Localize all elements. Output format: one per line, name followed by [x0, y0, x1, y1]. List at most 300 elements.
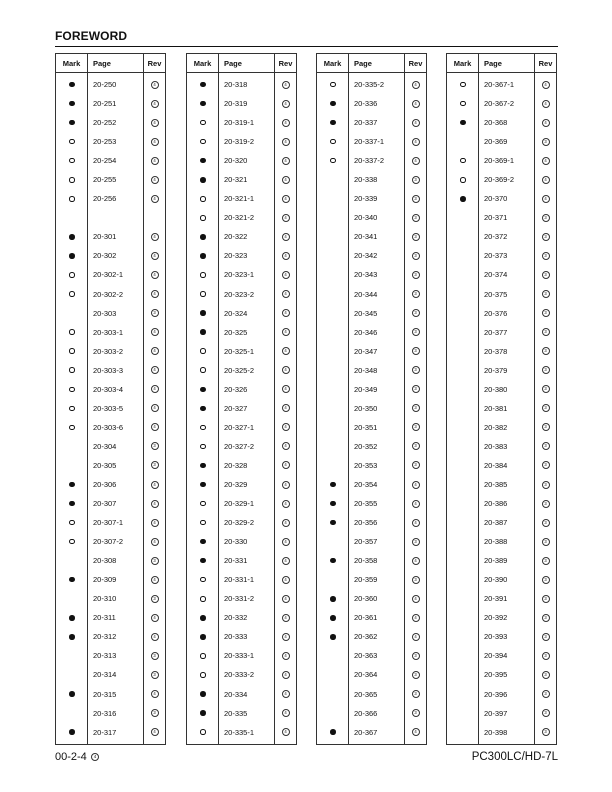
table-row: [317, 94, 426, 113]
page-cell: 20-256: [93, 194, 117, 204]
revision-number: 4: [151, 347, 159, 355]
mark-cell: [447, 177, 479, 183]
rev-cell: [535, 481, 556, 489]
rev-cell: [144, 81, 165, 89]
revision-number: 4: [151, 614, 159, 622]
rev-cell: [144, 252, 165, 260]
rev-cell: [405, 595, 426, 603]
filled-circle-icon: [69, 729, 75, 735]
page-cell: 20-381: [484, 403, 508, 413]
mark-cell: [187, 120, 219, 126]
page-cell: 20-310: [93, 594, 117, 604]
header-page: Page: [349, 54, 405, 72]
mark-cell: [56, 139, 88, 145]
rev-cell: [535, 595, 556, 603]
page-cell: 20-336: [354, 99, 378, 109]
page-cell: 20-317: [93, 727, 117, 737]
revision-number: 4: [151, 138, 159, 146]
revision-number: 3: [542, 481, 550, 489]
revision-number: 3: [412, 195, 420, 203]
rev-cell: [144, 271, 165, 279]
revision-number: 4: [282, 290, 290, 298]
table-row: [317, 361, 426, 380]
filled-circle-icon: [330, 558, 336, 564]
rev-cell: [535, 100, 556, 108]
page-cell: 20-325-2: [224, 365, 255, 375]
rev-cell: [144, 709, 165, 717]
table-row: [447, 304, 556, 323]
rev-cell: [535, 176, 556, 184]
page-cell: 20-376: [484, 308, 508, 318]
rev-cell: [144, 366, 165, 374]
filled-circle-icon: [69, 691, 75, 697]
table-row: [187, 246, 296, 265]
rev-cell: [275, 214, 296, 222]
table-row: [317, 494, 426, 513]
page-cell: 20-307-2: [93, 537, 124, 547]
page-cell: 20-335-1: [224, 727, 255, 737]
page-cell: 20-393: [484, 632, 508, 642]
table-row: [317, 532, 426, 551]
table-row: [56, 132, 165, 151]
table-row: [56, 170, 165, 189]
page-cell: 20-341: [354, 232, 378, 242]
rev-cell: [405, 176, 426, 184]
revision-number: 3: [542, 309, 550, 317]
page-cell: 20-337-2: [354, 156, 385, 166]
page-cell: 20-383: [484, 441, 508, 451]
table-row: [56, 551, 165, 570]
rev-cell: [535, 614, 556, 622]
revision-number: 4: [282, 671, 290, 679]
table-row: [447, 437, 556, 456]
rev-cell: [144, 690, 165, 698]
revision-number: 3: [542, 442, 550, 450]
table-row: [317, 304, 426, 323]
rev-cell: [275, 404, 296, 412]
revision-number: 4: [412, 157, 420, 165]
page-cell: 20-356: [354, 518, 378, 528]
mark-cell: [56, 177, 88, 183]
table-row: [317, 265, 426, 284]
rev-cell: [275, 709, 296, 717]
revision-number: 3: [542, 690, 550, 698]
revision-number: 3: [151, 461, 159, 469]
table-row: [317, 513, 426, 532]
rev-cell: [275, 233, 296, 241]
page-cell: 20-390: [484, 575, 508, 585]
page-cell: 20-321: [224, 175, 248, 185]
mark-cell: [187, 310, 219, 316]
revision-number: 3: [412, 271, 420, 279]
open-circle-icon: [200, 596, 206, 602]
revision-number: 4: [282, 614, 290, 622]
footer-model: PC300LC/HD-7L: [471, 751, 558, 763]
rev-cell: [535, 252, 556, 260]
table-row: [317, 399, 426, 418]
page-cell: 20-302-1: [93, 270, 124, 280]
revision-number: 4: [412, 557, 420, 565]
page-cell: 20-305: [93, 460, 117, 470]
rev-cell: [535, 557, 556, 565]
filled-circle-icon: [69, 501, 75, 507]
rev-cell: [275, 271, 296, 279]
rev-cell: [405, 290, 426, 298]
mark-cell: [56, 615, 88, 621]
rev-cell: [405, 252, 426, 260]
revision-number: 3: [412, 709, 420, 717]
table-row: [56, 608, 165, 627]
revision-number: 3: [542, 271, 550, 279]
table-row: [447, 323, 556, 342]
revision-number: 3: [542, 557, 550, 565]
header-mark: Mark: [56, 54, 88, 72]
revision-number: 4: [282, 690, 290, 698]
page-cell: 20-366: [354, 708, 378, 718]
page-cell: 20-304: [93, 441, 117, 451]
rev-cell: [405, 271, 426, 279]
table-row: [187, 589, 296, 608]
revision-number: 4: [282, 652, 290, 660]
table-row: [317, 132, 426, 151]
page-number: 00-2-4: [55, 751, 87, 763]
rev-cell: [535, 138, 556, 146]
table-row: [187, 361, 296, 380]
page-cell: 20-254: [93, 156, 117, 166]
table-row: [447, 685, 556, 704]
open-circle-icon: [460, 101, 466, 107]
revision-number: 4: [151, 481, 159, 489]
open-circle-icon: [200, 672, 206, 678]
revision-number: 4: [151, 271, 159, 279]
table-row: [187, 704, 296, 723]
revision-number: 3: [151, 557, 159, 565]
open-circle-icon: [200, 520, 206, 526]
revision-number: 4: [282, 557, 290, 565]
revision-number: 3: [412, 214, 420, 222]
page-cell: 20-359: [354, 575, 378, 585]
mark-cell: [56, 101, 88, 107]
page-cell: 20-307-1: [93, 518, 124, 528]
page-cell: 20-379: [484, 365, 508, 375]
table-row: [447, 723, 556, 742]
mark-cell: [317, 482, 349, 488]
page-cell: 20-334: [224, 689, 248, 699]
open-circle-icon: [200, 653, 206, 659]
table-row: [56, 304, 165, 323]
revision-number: 4: [151, 404, 159, 412]
page-cell: 20-335: [224, 708, 248, 718]
filled-circle-icon: [69, 253, 75, 259]
filled-circle-icon: [69, 577, 75, 583]
page-cell: 20-338: [354, 175, 378, 185]
table-row: [447, 456, 556, 475]
table-row: [56, 570, 165, 589]
table-row: [187, 265, 296, 284]
header-rev: Rev: [408, 58, 423, 68]
revision-number: 3: [412, 442, 420, 450]
table-header: [317, 54, 426, 73]
table-row: [56, 437, 165, 456]
mark-cell: [56, 196, 88, 202]
table-row: [56, 208, 165, 227]
page-cell: 20-394: [484, 651, 508, 661]
header-rev: Rev: [538, 58, 553, 68]
revision-number: 3: [412, 538, 420, 546]
table-row: [187, 170, 296, 189]
page-cell: 20-363: [354, 651, 378, 661]
rev-cell: [275, 309, 296, 317]
table-row: [187, 513, 296, 532]
mark-cell: [187, 653, 219, 659]
page-cell: 20-331-2: [224, 594, 255, 604]
table-row: [317, 285, 426, 304]
revision-table-column-2: [186, 53, 297, 745]
revision-number: 3: [542, 538, 550, 546]
rev-cell: [144, 328, 165, 336]
revision-number: 3: [412, 252, 420, 260]
table-row: [317, 380, 426, 399]
mark-cell: [317, 501, 349, 507]
table-row: [187, 456, 296, 475]
open-circle-icon: [69, 291, 75, 297]
revision-number: 4: [412, 100, 420, 108]
revision-number: 4: [151, 233, 159, 241]
rev-cell: [535, 328, 556, 336]
mark-cell: [187, 367, 219, 373]
rev-cell: [275, 595, 296, 603]
table-row: [56, 342, 165, 361]
page-cell: 20-323-1: [224, 270, 255, 280]
mark-cell: [56, 577, 88, 583]
header-mark: Mark: [187, 54, 219, 72]
page-revision-badge: 4: [91, 753, 100, 762]
table-row: [447, 113, 556, 132]
page-cell: 20-255: [93, 175, 117, 185]
table-row: [56, 246, 165, 265]
rev-cell: [144, 595, 165, 603]
page-cell: 20-332: [224, 613, 248, 623]
header-rev: Rev: [147, 58, 162, 68]
filled-circle-icon: [330, 615, 336, 621]
page-cell: 20-329-2: [224, 518, 255, 528]
table-row: [56, 665, 165, 684]
page-cell: 20-331: [224, 556, 248, 566]
table-row: [317, 685, 426, 704]
revision-number: 3: [542, 214, 550, 222]
revision-number: 3: [542, 461, 550, 469]
filled-circle-icon: [200, 482, 206, 488]
open-circle-icon: [330, 139, 336, 145]
revision-number: 3: [542, 347, 550, 355]
table-row: [447, 170, 556, 189]
table-row: [317, 208, 426, 227]
page-cell: 20-326: [224, 384, 248, 394]
page-cell: 20-303-4: [93, 384, 124, 394]
rev-cell: [275, 481, 296, 489]
revision-number: 3: [542, 709, 550, 717]
table-row: [447, 418, 556, 437]
page-cell: 20-384: [484, 460, 508, 470]
rev-cell: [405, 538, 426, 546]
header-mark: Mark: [317, 54, 349, 72]
rev-cell: [144, 100, 165, 108]
table-row: [447, 513, 556, 532]
page-cell: 20-333: [224, 632, 248, 642]
table-row: [56, 323, 165, 342]
revision-number: 4: [412, 728, 420, 736]
page-cell: 20-373: [484, 251, 508, 261]
revision-number: 4: [282, 252, 290, 260]
rev-cell: [144, 385, 165, 393]
open-circle-icon: [460, 177, 466, 183]
revision-number: 3: [412, 652, 420, 660]
mark-cell: [56, 272, 88, 278]
mark-cell: [187, 482, 219, 488]
table-row: [317, 589, 426, 608]
table-row: [187, 475, 296, 494]
table-row: [56, 75, 165, 94]
table-row: [317, 189, 426, 208]
table-header: [187, 54, 296, 73]
page-cell: 20-367-1: [484, 80, 515, 90]
revision-number: 4: [151, 290, 159, 298]
table-row: [56, 285, 165, 304]
open-circle-icon: [69, 158, 75, 164]
mark-cell: [187, 444, 219, 450]
mark-cell: [187, 463, 219, 469]
page-cell: 20-250: [93, 80, 117, 90]
rev-cell: [275, 690, 296, 698]
page-cell: 20-333-1: [224, 651, 255, 661]
revision-number: 3: [542, 252, 550, 260]
revision-number: 3: [542, 233, 550, 241]
mark-cell: [187, 558, 219, 564]
mark-cell: [56, 691, 88, 697]
page-cell: 20-382: [484, 422, 508, 432]
page-cell: 20-391: [484, 594, 508, 604]
filled-circle-icon: [330, 596, 336, 602]
table-row: [187, 723, 296, 742]
page-cell: 20-372: [484, 232, 508, 242]
table-row: [187, 399, 296, 418]
rev-cell: [405, 100, 426, 108]
page-cell: 20-302: [93, 251, 117, 261]
page-cell: 20-308: [93, 556, 117, 566]
table-row: [187, 304, 296, 323]
table-row: [187, 627, 296, 646]
revision-number: 4: [542, 176, 550, 184]
filled-circle-icon: [330, 120, 336, 126]
mark-cell: [447, 120, 479, 126]
rev-cell: [275, 290, 296, 298]
revision-number: 4: [282, 481, 290, 489]
page-cell: 20-370: [484, 194, 508, 204]
mark-cell: [56, 406, 88, 412]
header-page: Page: [219, 54, 275, 72]
page-cell: 20-345: [354, 308, 378, 318]
open-circle-icon: [200, 291, 206, 297]
rev-cell: [535, 652, 556, 660]
table-row: [317, 608, 426, 627]
filled-circle-icon: [200, 539, 206, 545]
rev-cell: [275, 138, 296, 146]
revision-number: 3: [542, 633, 550, 641]
table-row: [447, 551, 556, 570]
open-circle-icon: [200, 215, 206, 221]
page-cell: 20-324: [224, 308, 248, 318]
open-circle-icon: [69, 387, 75, 393]
page-cell: 20-253: [93, 137, 117, 147]
table-row: [187, 494, 296, 513]
rev-cell: [405, 633, 426, 641]
open-circle-icon: [200, 348, 206, 354]
table-row: [56, 723, 165, 742]
revision-number: 4: [282, 309, 290, 317]
rev-cell: [275, 366, 296, 374]
revision-number: 4: [282, 461, 290, 469]
mark-cell: [317, 139, 349, 145]
table-row: [56, 475, 165, 494]
table-row: [187, 113, 296, 132]
filled-circle-icon: [330, 729, 336, 735]
filled-circle-icon: [200, 691, 206, 697]
table-row: [187, 227, 296, 246]
mark-cell: [317, 634, 349, 640]
table-row: [317, 646, 426, 665]
rev-cell: [405, 81, 426, 89]
table-row: [56, 418, 165, 437]
revision-number: 3: [151, 709, 159, 717]
table-row: [187, 94, 296, 113]
mark-cell: [187, 291, 219, 297]
table-row: [447, 151, 556, 170]
revision-number: 4: [282, 347, 290, 355]
page-cell: 20-364: [354, 670, 378, 680]
table-header: [56, 54, 165, 73]
revision-number: 4: [282, 119, 290, 127]
table-row: [56, 589, 165, 608]
page-cell: 20-386: [484, 499, 508, 509]
table-row: [447, 399, 556, 418]
revision-number: 3: [412, 385, 420, 393]
mark-cell: [187, 234, 219, 240]
rev-cell: [275, 81, 296, 89]
rev-cell: [405, 671, 426, 679]
table-row: [447, 285, 556, 304]
revision-number: 4: [151, 728, 159, 736]
open-circle-icon: [200, 501, 206, 507]
revision-number: 4: [151, 119, 159, 127]
page-cell: 20-322: [224, 232, 248, 242]
mark-cell: [187, 710, 219, 716]
revision-number: 4: [542, 157, 550, 165]
rev-cell: [405, 157, 426, 165]
revision-number: 3: [412, 309, 420, 317]
revision-number: 4: [282, 214, 290, 222]
page-cell: 20-371: [484, 213, 508, 223]
revision-number: 4: [282, 709, 290, 717]
rev-cell: [144, 576, 165, 584]
revision-number: 3: [542, 614, 550, 622]
rev-cell: [535, 519, 556, 527]
page-cell: 20-357: [354, 537, 378, 547]
open-circle-icon: [200, 367, 206, 373]
rev-cell: [535, 290, 556, 298]
table-row: [317, 627, 426, 646]
page-cell: 20-303-1: [93, 327, 124, 337]
revision-number: 3: [542, 500, 550, 508]
